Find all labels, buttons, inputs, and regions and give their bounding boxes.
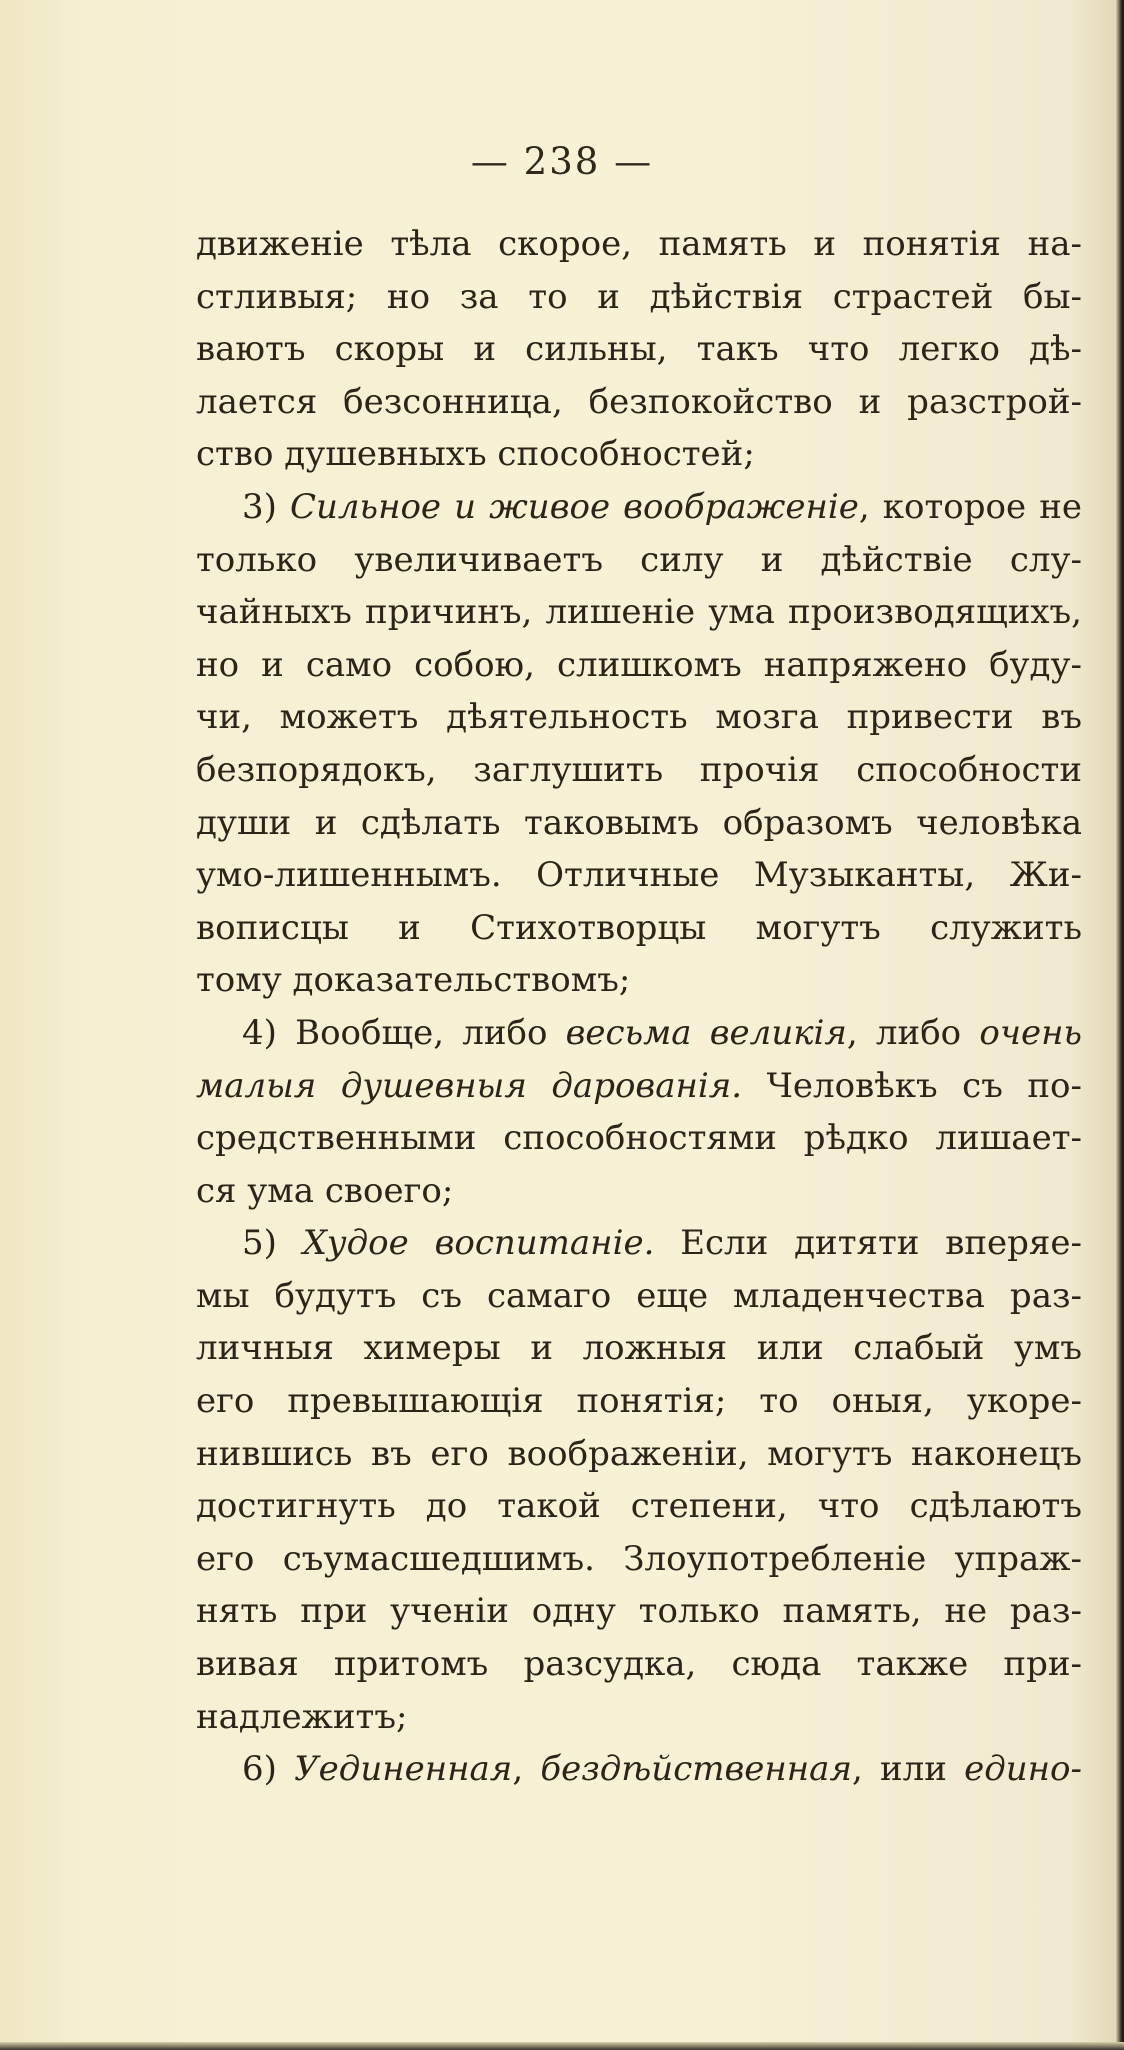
text-run: тому доказательствомъ; [196,960,631,1001]
text-line [196,1533,1082,1586]
body-text [196,218,1082,1796]
text-line [196,744,1082,797]
text-run: достигнуть до такой степени, что сдѣлаютъ [196,1486,1082,1527]
text-line [196,954,1082,1007]
text-run: , или [851,1749,965,1790]
text-line [196,1743,1082,1796]
text-run: ство душевныхъ способностей; [196,434,755,475]
text-run: , которое не [858,486,1082,527]
italic-text: малыя душевныя дарованiя. [196,1065,743,1106]
text-line [196,1165,1082,1218]
text-line [196,481,1082,534]
page-number: — 238 — [470,140,654,183]
text-run: ся ума своего; [196,1170,454,1211]
text-line [196,428,1082,481]
text-run: Человѣкъ съ по- [742,1065,1082,1106]
italic-text: очень [979,1012,1082,1053]
text-line [196,271,1082,324]
text-line [196,1375,1082,1428]
text-run: его съумасшедшимъ. Злоупотребленiе упраж- [196,1538,1082,1579]
italic-text: Уединенная [294,1749,513,1790]
text-run: , [512,1749,541,1790]
page-edge-right [1116,0,1124,2050]
text-line [196,849,1082,902]
italic-text: Худое воспитанiе. [302,1223,655,1264]
text-run: 6) [242,1749,295,1790]
text-run: 4) Вообще, либо [242,1012,566,1053]
text-line [196,376,1082,429]
text-line [196,1585,1082,1638]
page-edge-bottom [0,2042,1124,2050]
text-line [196,1322,1082,1375]
text-line [196,1112,1082,1165]
text-run: чайныхъ причинъ, лишенiе ума производящихъ, [196,592,1082,633]
text-run: средственными способностями рѣдко лишает- [196,1118,1082,1159]
text-line [196,1480,1082,1533]
text-run: движенiе тѣла скорое, память и понятiя нa- [196,224,1082,264]
text-run: вивая притомъ разсудка, сюда также при- [196,1644,1082,1685]
italic-text: едино- [964,1749,1082,1790]
text-line [196,1270,1082,1323]
text-run: нившись въ его воображенiи, могутъ наконецъ [196,1433,1082,1474]
italic-text: бездѣйственная [540,1749,852,1790]
text-line [196,1060,1082,1113]
text-run: души и сдѣлать таковымъ образомъ человѣка [196,802,1082,843]
text-line [196,1428,1082,1481]
text-run: , либо [846,1012,980,1053]
text-run: стливыя; но за то и дѣйствiя страстей бы- [196,276,1082,317]
text-run: его превышающiя понятiя; то оныя, укоре- [196,1381,1082,1422]
text-line [196,639,1082,692]
text-line [196,1217,1082,1270]
text-run: нять при ученiи одну только память, не раз- [196,1591,1082,1632]
text-run: умо-лишеннымъ. Отличные Музыканты, Жи- [196,855,1082,896]
text-run: 3) [242,486,290,527]
text-run: 5) [242,1223,303,1264]
text-line [196,218,1082,271]
text-run: надлежитъ; [196,1696,408,1737]
text-line [196,1007,1082,1060]
text-line [196,691,1082,744]
text-run: чи, можетъ дѣятельность мозга привести въ [196,697,1082,738]
text-line [196,1691,1082,1744]
text-run: мы будутъ съ самаго еще младенчества раз- [196,1275,1082,1316]
text-run: но и само собою, слишкомъ напряжено буду- [196,644,1082,685]
text-run: только увеличиваетъ силу и дѣйствiе слу- [196,539,1082,580]
text-line [196,586,1082,639]
text-run: ваютъ скоры и сильны, такъ что легко дѣ- [196,329,1082,370]
text-line [196,1638,1082,1691]
text-line [196,902,1082,955]
italic-text: Сильное и живое воображенiе [290,486,859,527]
text-line [196,323,1082,376]
italic-text: весьма великiя [565,1012,847,1053]
text-run: личныя химеры и ложныя или слабый умъ [196,1328,1082,1369]
text-run: вописцы и Стихотворцы могутъ служить [196,907,1082,948]
text-run: Если дитяти вперяе- [654,1223,1082,1264]
text-run: лается безсонница, безпокойство и разстрой- [196,381,1082,422]
text-line [196,534,1082,587]
text-run: безпорядокъ, заглушить прочiя способности [196,749,1082,790]
text-line [196,797,1082,850]
